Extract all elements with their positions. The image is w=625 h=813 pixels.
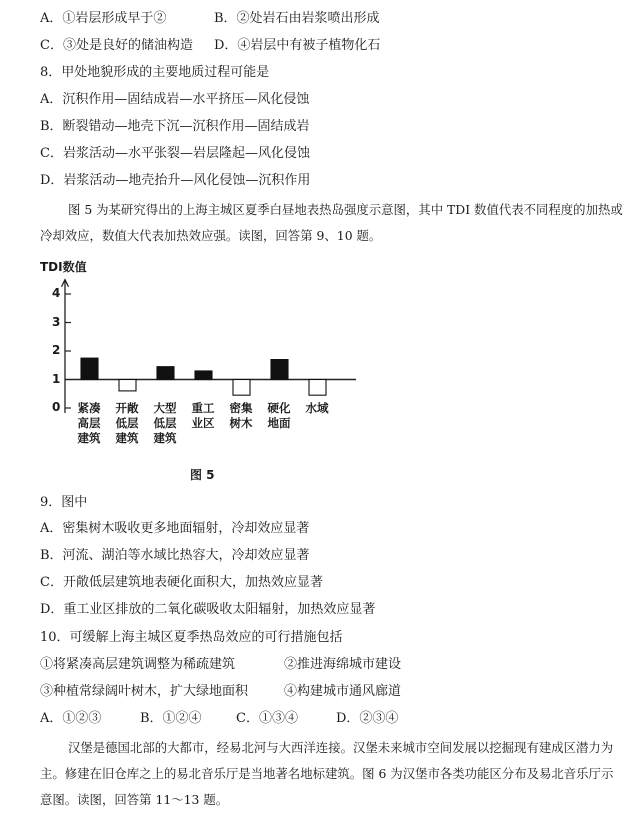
category-label: 硬化地面 bbox=[267, 401, 291, 430]
y-tick-label: 0 bbox=[52, 400, 61, 414]
q8-stem: 8．甲处地貌形成的主要地质过程可能是 bbox=[40, 65, 270, 80]
q7-option-b: B．②处岩石由岩浆喷出形成 bbox=[214, 11, 380, 26]
y-tick-label: 1 bbox=[52, 371, 61, 386]
q8-option-d: D．岩浆活动—地壳抬升—风化侵蚀—沉积作用 bbox=[40, 173, 311, 188]
q8-option-b: B．断裂错动—地壳下沉—沉积作用—固结成岩 bbox=[40, 119, 310, 134]
q9-option-d: D．重工业区排放的二氧化碳吸收太阳辐射，加热效应显著 bbox=[40, 602, 376, 617]
q10-stem: 10．可缓解上海主城区夏季热岛效应的可行措施包括 bbox=[40, 630, 343, 645]
bar-3 bbox=[157, 367, 174, 380]
q10-item-4: ④构建城市通风廊道 bbox=[284, 684, 402, 699]
q7-option-d: D．④岩层中有被子植物化石 bbox=[214, 38, 381, 53]
q10-item-1: ①将紧凑高层建筑调整为稀疏建筑 bbox=[40, 657, 236, 672]
q10-item-2: ②推进海绵城市建设 bbox=[284, 657, 402, 672]
fig5-intro-line2: 冷却效应，数值大代表加热效应强。读图，回答第 9、10 题。 bbox=[40, 228, 382, 243]
q9-option-c: C．开敞低层建筑地表硬化面积大，加热效应显著 bbox=[40, 575, 323, 590]
figure-caption: 图 5 bbox=[190, 468, 215, 482]
y-tick-label: 4 bbox=[52, 286, 61, 300]
bar-5 bbox=[233, 380, 250, 396]
q7-option-a: A．①岩层形成早于② bbox=[40, 11, 167, 26]
chart-ylabel: TDI数值 bbox=[40, 260, 87, 274]
bar-1 bbox=[81, 358, 98, 379]
q8-option-a: A．沉积作用—固结成岩—水平挤压—风化侵蚀 bbox=[40, 92, 310, 107]
category-label: 紧凑高层建筑 bbox=[77, 401, 101, 445]
y-tick-label: 2 bbox=[52, 343, 61, 357]
bar-7 bbox=[309, 380, 326, 396]
bar-6 bbox=[271, 360, 288, 380]
fig5-intro-line1: 图 5 为某研究得出的上海主城区夏季白昼地表热岛强度示意图，其中 TDI 数值代表不同程度的加热或 bbox=[68, 202, 623, 217]
y-tick-label: 3 bbox=[52, 314, 61, 329]
q7-option-c: C．③处是良好的储油构造 bbox=[40, 38, 193, 53]
category-label: 密集树木 bbox=[229, 401, 253, 430]
q10-option-b: B．①②④ bbox=[140, 711, 202, 726]
q10-option-c: C．①③④ bbox=[236, 711, 298, 726]
fig6-intro-line3: 意图。读图，回答第 11～13 题。 bbox=[40, 792, 229, 807]
category-label: 水域 bbox=[305, 401, 329, 415]
q9-option-b: B．河流、湖泊等水域比热容大，冷却效应显著 bbox=[40, 548, 310, 563]
bar-4 bbox=[195, 371, 212, 380]
fig6-intro-line2: 主。修建在旧仓库之上的易北音乐厅是当地著名地标建筑。图 6 为汉堡市各类功能区分布及易北音乐厅示 bbox=[40, 766, 614, 781]
category-label: 重工业区 bbox=[191, 401, 215, 430]
tdi-chart-svg bbox=[40, 258, 370, 488]
q8-option-c: C．岩浆活动—水平张裂—岩层隆起—风化侵蚀 bbox=[40, 146, 310, 161]
category-label: 大型低层建筑 bbox=[153, 401, 177, 445]
q9-stem: 9．图中 bbox=[40, 495, 88, 510]
q10-item-3: ③种植常绿阔叶树木，扩大绿地面积 bbox=[40, 684, 249, 699]
category-label: 开敞低层建筑 bbox=[115, 401, 139, 445]
q10-option-d: D．②③④ bbox=[336, 711, 399, 726]
fig6-intro-line1: 汉堡是德国北部的大都市，经易北河与大西洋连接。汉堡未来城市空间发展以挖掘现有建成区潜力为 bbox=[68, 740, 614, 755]
q9-option-a: A．密集树木吸收更多地面辐射，冷却效应显著 bbox=[40, 521, 310, 536]
q10-option-a: A．①②③ bbox=[40, 711, 102, 726]
tdi-chart bbox=[40, 258, 370, 488]
bar-2 bbox=[119, 380, 136, 391]
